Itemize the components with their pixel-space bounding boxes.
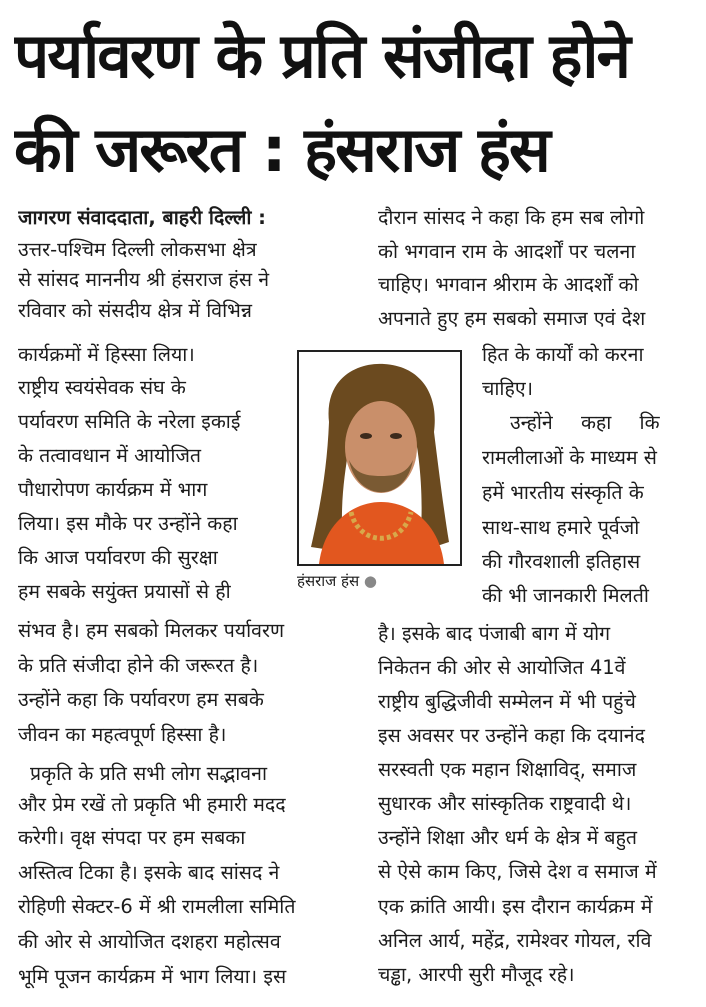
text-line: प्रकृति के प्रति सभी लोग सद्भावना: [30, 762, 267, 785]
text-line: अनिल आर्य, महेंद्र, रामेश्वर गोयल, रवि: [378, 929, 652, 952]
text-line: की ओर से आयोजित दशहरा महोत्सव: [18, 930, 281, 953]
text-line: करेगी। वृक्ष संपदा पर हम सबका: [18, 826, 246, 849]
text-line: संभव है। हम सबको मिलकर पर्यावरण: [18, 619, 285, 642]
text-line: हमें भारतीय संस्कृति के: [482, 481, 644, 504]
photo-caption-text: हंसराज हंस: [297, 572, 360, 590]
text-line: सरस्वती एक महान शिक्षाविद्, समाज: [378, 758, 637, 781]
portrait-photo: [297, 350, 462, 566]
text-line: की गौरवशाली इतिहास: [482, 550, 641, 573]
text-line: चाहिए।: [482, 377, 534, 400]
text-line: उन्होंने शिक्षा और धर्म के क्षेत्र में बहुत: [378, 826, 638, 849]
headline-line-2: की जरूरत : हंसराज हंस: [14, 113, 549, 186]
text-line: उन्होंने कहा कि: [510, 411, 660, 434]
text-line: से ऐसे काम किए, जिसे देश व समाज में: [378, 860, 657, 883]
text-line: हित के कार्यों को करना: [482, 343, 644, 366]
text-line: कि आज पर्यावरण की सुरक्षा: [18, 546, 218, 569]
text-line: भूमि पूजन कार्यक्रम में भाग लिया। इस: [18, 965, 287, 988]
text-line: साथ-साथ हमारे पूर्वजो: [482, 516, 640, 539]
text-line: और प्रेम रखें तो प्रकृति भी हमारी मदद: [18, 793, 286, 816]
bullet-icon: ●: [363, 572, 378, 590]
text-line: इस अवसर पर उन्होंने कहा कि दयानंद: [378, 724, 645, 747]
text-line: राष्ट्रीय स्वयंसेवक संघ के: [18, 376, 186, 399]
text-line: को भगवान राम के आदर्शों पर चलना: [378, 240, 636, 263]
photo-caption: [297, 572, 377, 590]
headline-line-1: पर्यावरण के प्रति संजीदा होने: [14, 19, 629, 92]
text-line: के प्रति संजीदा होने की जरूरत है।: [18, 654, 259, 677]
text-line: लिया। इस मौके पर उन्होंने कहा: [18, 512, 238, 535]
text-line: कार्यक्रमों में हिस्सा लिया।: [18, 343, 195, 366]
text-line: रामलीलाओं के माध्यम से: [482, 446, 657, 469]
text-line: उन्होंने कहा कि पर्यावरण हम सबके: [18, 688, 264, 711]
text-line: के तत्वावधान में आयोजित: [18, 444, 202, 467]
text-line: अस्तित्व टिका है। इसके बाद सांसद ने: [18, 861, 280, 884]
text-line: है। इसके बाद पंजाबी बाग में योग: [378, 622, 611, 645]
text-line: पौधारोपण कार्यक्रम में भाग: [18, 478, 208, 501]
text-line: रोहिणी सेक्टर-6 में श्री रामलीला समिति: [18, 895, 296, 918]
text-line: निकेतन की ओर से आयोजित 41वें: [378, 656, 626, 679]
text-line: चड्ढा, आरपी सुरी मौजूद रहे।: [378, 963, 575, 986]
text-line: उत्तर-पश्चिम दिल्ली लोकसभा क्षेत्र: [18, 238, 257, 261]
text-line: से सांसद माननीय श्री हंसराज हंस ने: [18, 268, 270, 291]
text-line: जीवन का महत्वपूर्ण हिस्सा है।: [18, 723, 227, 746]
text-line: चाहिए। भगवान श्रीराम के आदर्शों को: [378, 273, 639, 296]
text-line: दौरान सांसद ने कहा कि हम सब लोगो: [378, 206, 645, 229]
text-line: हम सबके सयुंक्त प्रयासों से ही: [18, 580, 231, 603]
text-line: की भी जानकारी मिलती: [482, 584, 649, 607]
text-line: एक क्रांति आयी। इस दौरान कार्यक्रम में: [378, 895, 653, 918]
text-line: राष्ट्रीय बुद्धिजीवी सम्मेलन में भी पहुंचे: [378, 690, 636, 713]
text-line: रविवार को संसदीय क्षेत्र में विभिन्न: [18, 299, 253, 322]
text-line: पर्यावरण समिति के नरेला इकाई: [18, 410, 241, 433]
text-line: सुधारक और सांस्कृतिक राष्ट्रवादी थे।: [378, 792, 632, 815]
text-line: अपनाते हुए हम सबको समाज एवं देश: [378, 307, 646, 330]
byline: जागरण संवाददाता, बाहरी दिल्ली :: [18, 206, 266, 229]
